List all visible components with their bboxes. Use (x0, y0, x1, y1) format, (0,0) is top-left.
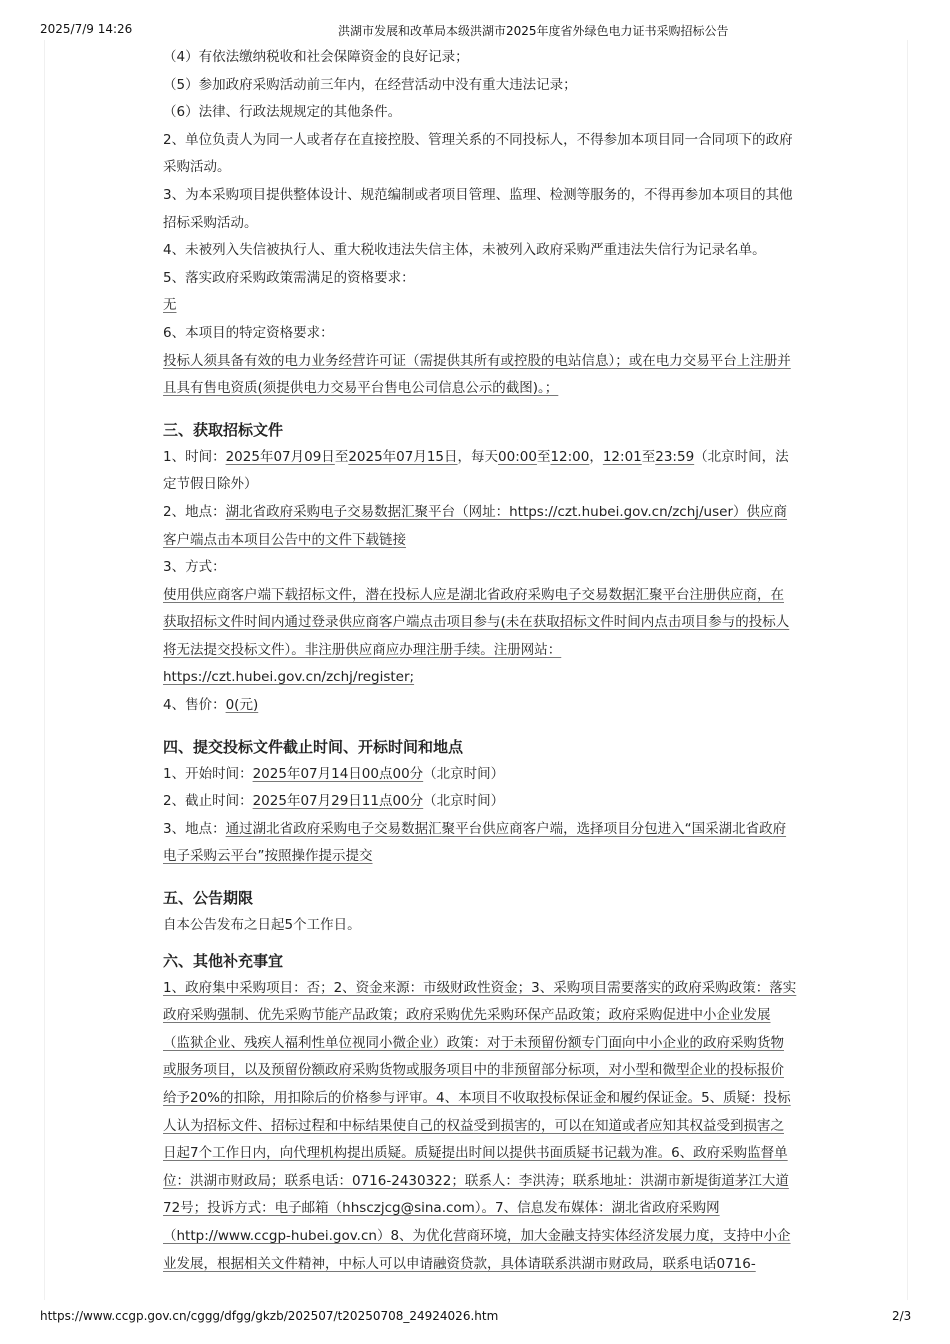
bid-place: 3、地点：通过湖北省政府采购电子交易数据汇聚平台供应商客户端，选择项目分包进入“国采湖北省政府电子采购云平台”按照操作提示提交 (163, 820, 787, 865)
page-title: 洪湖市发展和改革局本级洪湖市2025年度省外绿色电力证书采购招标公告 (338, 24, 729, 38)
announcement-body (163, 44, 797, 1278)
bid-start-time: 1、开始时间：2025年07月14日00点00分（北京时间） (163, 765, 505, 782)
bid-end-value: 2025年07月29日11点00分 (252, 793, 424, 810)
acquire-place-value: 湖北省政府采购电子交易数据汇聚平台（网址：https://czt.hubei.gov.cn/zchj/user）供应商客户端点击本项目公告中的文件下载链接 (163, 503, 788, 548)
qualification-item-6: （6）法律、行政法规规定的其他条件。 (163, 104, 402, 121)
acquire-time: 1、时间：2025年07月09日至2025年07月15日，每天00:00至12:00，12:01至23:59（北京时间，法定节假日除外） (163, 448, 789, 493)
section-3-heading: 三、获取招标文件 (163, 420, 284, 439)
qualification-5-label: 5、落实政府采购政策需满足的资格要求： (163, 269, 415, 286)
page-number: 2/3 (892, 1309, 912, 1323)
acquire-time-4: 23:59 (655, 448, 695, 465)
supplementary-text: 1、政府集中采购项目：否；2、资金来源：市级财政性资金；3、采购项目需要落实的政府采购政策：落实政府采购强制、优先采购节能产品政策；政府采购优先采购环保产品政策；政府采购促进中小企业发展（监狱企业、残疾人福利性单位视同小微企业）政策：对于未预留份额专门面向中小企业的政府采购货物或服务项目，以及预留份额政府采购货物或服务项目中的非预留部分标项，对小型和微型企业的投标报价给予20%的扣除，用扣除后的价格参与评审。4、本项目不收取投标保证金和履约保证金。5、质疑：投标人认为招标文件、招标过程和中标结果使自己的权益受到损害的，可以在知道或者应知其权益受到损害之日起7个工作日内，向代理机构提出质疑。质疑提出时间以提供书面质疑书记载为准。6、政府采购监督单位：洪湖市财政局；联系电话：0716-2430322；联系人：李洪涛；联系地址：洪湖市新堤街道茅江大道72号；投诉方式：电子邮箱（hhsczjcg@sina.com）。7、信息发布媒体：湖北省政府采购网（http://www.ccgp-hubei.gov.cn）8、为优化营商环境，加大金融支持实体经济发展力度，支持中小企业发展，根据相关文件精神，中标人可以申请融资贷款，具体请联系洪湖市财政局，联系电话0716- (163, 979, 797, 1272)
qualification-item-5: （5）参加政府采购活动前三年内，在经营活动中没有重大违法记录； (163, 76, 577, 93)
acquire-price: 4、售价：0(元) (163, 697, 259, 714)
acquire-method-label: 3、方式： (163, 559, 226, 576)
print-datetime: 2025/7/9 14:26 (40, 22, 133, 36)
notice-period: 自本公告发布之日起5个工作日。 (163, 917, 361, 934)
bid-place-value: 通过湖北省政府采购电子交易数据汇聚平台供应商客户端，选择项目分包进入“国采湖北省政府电子采购云平台”按照操作提示提交 (163, 820, 787, 865)
qualification-3: 3、为本采购项目提供整体设计、规范编制或者项目管理、监理、检测等服务的，不得再参加本项目的其他招标采购活动。 (163, 186, 793, 231)
qualification-2: 2、单位负责人为同一人或者存在直接控股、管理关系的不同投标人，不得参加本项目同一合同项下的政府采购活动。 (163, 131, 793, 176)
acquire-time-1: 00:00 (498, 448, 537, 465)
footer-url: https://www.ccgp.gov.cn/cggg/dfgg/gkzb/202507/t20250708_24924026.htm (40, 1309, 499, 1323)
acquire-time-2: 12:00 (550, 448, 590, 465)
acquire-method-value: 使用供应商客户端下载招标文件，潜在投标人应是湖北省政府采购电子交易数据汇聚平台注册供应商，在获取招标文件时间内通过登录供应商客户端点击项目参与(未在获取招标文件时间内点击项目参与的投标人将无法提交投标文件）。非注册供应商应办理注册手续。注册网站： (163, 586, 790, 658)
acquire-date-start: 2025年07月09日 (225, 448, 335, 465)
qualification-4: 4、未被列入失信被执行人、重大税收违法失信主体，未被列入政府采购严重违法失信行为记录名单。 (163, 242, 766, 259)
acquire-place: 2、地点：湖北省政府采购电子交易数据汇聚平台（网址：https://czt.hubei.gov.cn/zchj/user）供应商客户端点击本项目公告中的文件下载链接 (163, 503, 788, 548)
register-link[interactable]: https://czt.hubei.gov.cn/zchj/register; (163, 669, 415, 686)
qualification-6-label: 6、本项目的特定资格要求： (163, 324, 334, 341)
section-4-heading: 四、提交投标文件截止时间、开标时间和地点 (163, 737, 464, 756)
acquire-price-value: 0(元) (225, 697, 259, 714)
acquire-date-end: 2025年07月15日 (348, 448, 458, 465)
bid-end-time: 2、截止时间：2025年07月29日11点00分（北京时间） (163, 793, 505, 810)
qualification-6-value: 投标人须具备有效的电力业务经营许可证（需提供其所有或控股的电站信息）；或在电力交易平台上注册并且具有售电资质(须提供电力交易平台售电公司信息公示的截图)。； (163, 352, 791, 397)
qualification-5-value: 无 (163, 297, 177, 314)
acquire-time-3: 12:01 (602, 448, 642, 465)
section-5-heading: 五、公告期限 (163, 889, 254, 908)
section-6-heading: 六、其他补充事宜 (163, 951, 284, 970)
qualification-item-4: （4）有依法缴纳税收和社会保障资金的良好记录； (163, 49, 469, 65)
bid-start-value: 2025年07月14日00点00分 (252, 765, 424, 782)
